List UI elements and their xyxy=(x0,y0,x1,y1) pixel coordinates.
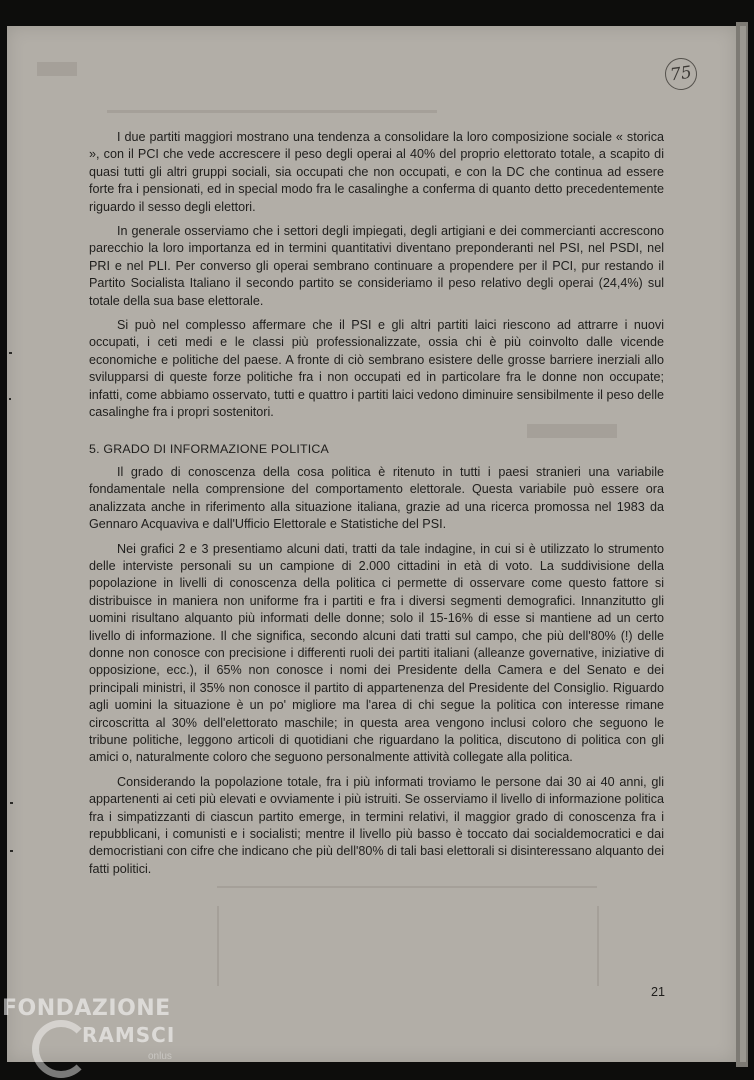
paragraph: Si può nel complesso affermare che il PSI e gli altri partiti laici riescono ad attrarre i nuovi occupati, i ceti medi e le classi più professionalizzate, ossia chi è più coinvolto dalle vicende economiche e politiche del paese. A fronte di ciò sembrano esistere delle grosse barriere inerziali allo svilupparsi di queste forze politiche fra i non occupati ed in particolare fra le donne non occupate; infatti, come abbiamo osservato, tutti e quattro i partiti laici vedono diminuire sensibilmente il peso delle casalinghe fra i propri sostenitori. xyxy=(89,318,664,420)
paragraph: Considerando la popolazione totale, fra i più informati troviamo le persone dai 30 ai 40 anni, gli appartenenti ai ceti più elevati e ovviamente i più istruiti. Se osserviamo il livello di informazione politica fra i simpatizzanti di ciascun partito emerge, in termini relativi, il maggior grado di conoscenza fra i repubblicani, i comunisti e i socialisti; mentre il livello più basso è toccato dai socialdemocratici e dai democristiani con cifre che indicano che più dell'80% di tali basi elettorali si disinteressano alquanto dei fatti politici. xyxy=(89,774,664,876)
watermark-line1: FONDAZIONE xyxy=(2,996,171,1021)
margin-mark xyxy=(10,850,13,852)
page-edge-inner xyxy=(740,26,746,1062)
paragraph: I due partiti maggiori mostrano una tendenza a consolidare la loro composizione sociale « storica », con il PCI che vede accrescere il peso degli operai al 40% del proprio elettorato totale, a scapito di quasi tutti gli altri gruppi sociali, sia occupati che non occupati, e con la DC che continua ad essere forte fra i pensionati, ed in special modo fra le casalinghe a conferma di quanto detto precedentemente riguardo il sesso degli elettori. xyxy=(89,130,664,214)
paragraph: Il grado di conoscenza della cosa politica è ritenuto in tutti i paesi stranieri una variabile fondamentale nella comprensione del comportamento elettorale. Questa variabile può essere ora analizzata anche in riferimento alla situazione italiana, grazie ad una ricerca promossa nel 1983 da Gennaro Acquaviva e dall'Ufficio Elettorale e Statistiche del PSI. xyxy=(89,464,664,532)
margin-mark xyxy=(10,802,13,804)
show-through-block xyxy=(107,110,437,113)
handwritten-folio-number: 75 xyxy=(663,56,699,92)
paragraph: In generale osserviamo che i settori degli impiegati, degli artigiani e dei commercianti accrescono parecchio la loro importanza ed in termini quantitativi diventano preponderanti nel PSI, nel PSDI, nel PRI e nel PLI. Per converso gli operai sembrano continuare a propendere per il PCI, pur restando il Partito Socialista Italiano il secondo partito se consideriamo il peso relativo degli operai (24,4%) sul totale della sua base elettorale. xyxy=(89,224,664,308)
margin-mark xyxy=(9,398,11,400)
document-body xyxy=(89,129,664,885)
paragraph: Nei grafici 2 e 3 presentiamo alcuni dati, tratti da tale indagine, in cui si è utilizzato lo strumento delle interviste personali su un campione di 2.000 cittadini in età di voto. La suddivisione della popolazione in livelli di conoscenza della politica ci permette di osservare come questo fattore si distribuisce in maniera non uniforme fra i partiti e fra i diversi segmenti demografici. Innanzitutto gli uomini risultano alquanto più informati delle donne; solo il 15-16% di esse si mantiene ad un certo livello di informazione. Il che significa, secondo alcuni dati tratti sul campo, che più dell'80% (!) delle donne non conosce con precisione i differenti ruoli dei partiti italiani (alleanze governative, iniziative di opposizione, ecc.), il 65% non conosce i nomi dei Presidente della Camera e del Senato e dei principali ministri, il 35% non conosce il partito di appartenenza del Presidente del Consiglio. Riguardo agli uomini la situazione è un po' migliore ma l'area di chi segue la politica con interesse rimane circoscritta al 30% dell'elettorato maschile; in questa area vengono inclusi coloro che seguono le tribune politiche, leggono articoli di quotidiani che riguardano la politica, discutono di politica con gli amici o, naturalmente coloro che seguono personalmente attività collegate alla politica. xyxy=(89,541,664,765)
show-through-block xyxy=(597,906,599,986)
show-through-block xyxy=(217,906,219,986)
page-number: 21 xyxy=(651,985,666,999)
show-through-block xyxy=(37,62,77,76)
section-heading: 5. GRADO DI INFORMAZIONE POLITICA xyxy=(89,441,329,456)
margin-mark xyxy=(9,352,12,354)
show-through-block xyxy=(217,886,597,888)
watermark-suffix: onlus xyxy=(148,1051,172,1062)
fondazione-gramsci-watermark xyxy=(2,996,192,1078)
watermark-line2: RAMSCI xyxy=(82,1023,176,1047)
